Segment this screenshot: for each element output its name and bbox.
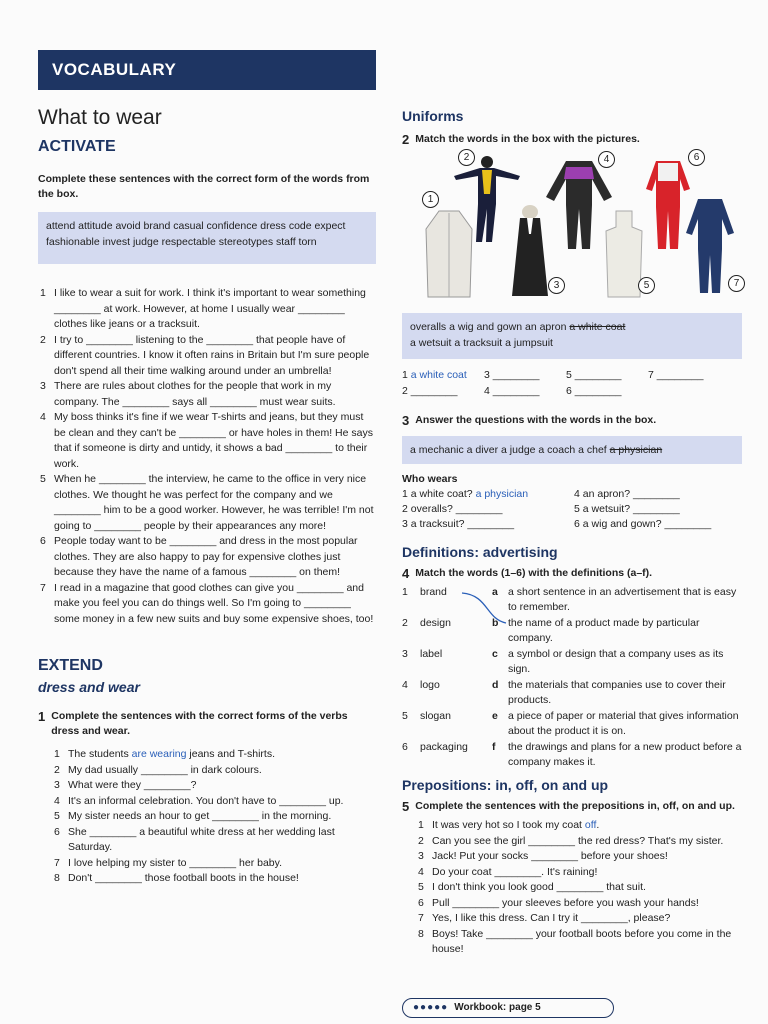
list-item: 3 Jack! Put your socks ________ before your shoes! (418, 850, 668, 862)
list-item: 2 overalls? ________ (402, 503, 503, 515)
list-item: 5 When he ________ the interview, he came to the office in very nice clothes. We thought he was perfect for the company and we ________ him to be a good worker. However, he was terrible! I'm not going to ________ people by their appearances any more! (40, 473, 374, 532)
match-row: 1 brand a a short sentence in an advertisement that is easy to remember. (402, 586, 737, 613)
picture-number: 5 (638, 277, 655, 294)
list-item: 5 a wetsuit? ________ (574, 503, 680, 515)
picture-number: 4 (598, 151, 615, 168)
ex2-instruction: 2 Match the words in the box with the pictures. (402, 132, 640, 147)
activate-instruction: Complete these sentences with the correct form of the words from the box. (38, 173, 370, 200)
section-banner: VOCABULARY (38, 50, 376, 90)
list-item: 1 a white coat? a physician (402, 488, 529, 500)
who-wears-label: Who wears (402, 473, 458, 485)
word-box: attend attitude avoid brand casual confidence dress code expect fashionable invest judge respectable stereotypes staff torn (38, 212, 376, 264)
right-column (402, 108, 742, 958)
list-item: 4 It's an informal celebration. You don't have to ________ up. (54, 794, 344, 807)
match-line-icon (460, 591, 510, 627)
match-row: 2 design b the name of a product made by particular company. (402, 617, 700, 644)
progress-dots-icon: ●●●●● (413, 1002, 449, 1013)
answer-row: 2 ________ 4 ________ 6 ________ (402, 385, 622, 397)
uniforms-heading: Uniforms (402, 108, 464, 124)
list-item: 5 I don't think you look good ________ that suit. (418, 881, 646, 893)
uniform-pictures (402, 149, 742, 309)
ex1-list (38, 747, 376, 887)
activate-list (38, 286, 376, 627)
list-item: 6 a wig and gown? ________ (574, 518, 712, 530)
extend-subheading: dress and wear (38, 679, 140, 695)
list-item: 6 She ________ a beautiful white dress at her wedding last Saturday. (54, 825, 335, 853)
picture-number: 2 (458, 149, 475, 166)
page-title: What to wear (38, 106, 162, 129)
list-item: 4 an apron? ________ (574, 488, 680, 500)
list-item: 8 Boys! Take ________ your football boots before you come in the house! (418, 927, 732, 955)
list-item: 4 Do your coat ________. It's raining! (418, 865, 598, 878)
list-item: 3 There are rules about clothes for the people that work in my company. The ________ says all ________ must wear suits. (40, 380, 336, 408)
prepositions-heading: Prepositions: in, off, on and up (402, 777, 609, 793)
ex5-list (402, 818, 742, 958)
word-box-uniforms: overalls a wig and gown an apron a white coat a wetsuit a tracksuit a jumpsuit (402, 313, 742, 359)
list-item: 7 I love helping my sister to ________ her baby. (54, 856, 283, 869)
ex1-instruction: 1 Complete the sentences with the correct forms of the verbs dress and wear. (38, 709, 348, 737)
picture-number: 6 (688, 149, 705, 166)
list-item: 2 I try to ________ listening to the ________ that people have of different countries. I know it often rains in Britain but I'm sure people don't spend all their time walking around under an umbrella! (40, 333, 370, 377)
ex2-answers (402, 367, 742, 399)
ex4-matching (402, 585, 742, 771)
activate-heading: ACTIVATE (38, 138, 116, 155)
definitions-heading: Definitions: advertising (402, 544, 558, 560)
list-item: 3 What were they ________? (54, 779, 197, 791)
left-column (38, 50, 376, 887)
list-item: 1 The students are wearing jeans and T-shirts. (54, 748, 276, 760)
word-box-jobs: a mechanic a diver a judge a coach a chef a physician (402, 436, 742, 464)
list-item: 2 Can you see the girl ________ the red dress? That's my sister. (418, 834, 724, 847)
answer-row: 1 a white coat 3 ________ 5 ________ 7 ________ (402, 369, 704, 381)
match-row: 4 logo d the materials that companies use to cover their products. (402, 679, 726, 706)
match-row: 6 packaging f the drawings and plans for a new product before a company makes it. (402, 741, 742, 768)
list-item: 5 My sister needs an hour to get ________ in the morning. (54, 810, 332, 822)
ex5-instruction: 5 Complete the sentences with the prepositions in, off, on and up. (402, 799, 735, 814)
extend-heading: EXTEND (38, 657, 103, 674)
match-row: 5 slogan e a piece of paper or material that gives information about the product it is on. (402, 710, 739, 737)
ex3-instruction: 3 Answer the questions with the words in the box. (402, 413, 657, 428)
list-item: 6 People today want to be ________ and dress in the most popular clothes. They are also happy to pay for expensive clothes just because they have the name of a famous ________ on them! (40, 535, 358, 578)
list-item: 7 I read in a magazine that good clothes can give you ________ and make you feel you can do things well. So I'm going to ________ some money in a few new suits and buy some expensive shoes, too! (40, 581, 374, 625)
list-item: 2 My dad usually ________ in dark colours. (54, 763, 262, 776)
picture-number: 1 (422, 191, 439, 208)
list-item: 1 I like to wear a suit for work. I think it's important to wear something ________ at work. However, at home I usually wear ________ clothes like jeans or a tracksuit. (40, 287, 366, 330)
list-item: 3 a tracksuit? ________ (402, 518, 515, 530)
list-item: 7 Yes, I like this dress. Can I try it ________, please? (418, 912, 671, 924)
list-item: 4 My boss thinks it's fine if we wear T-shirts and jeans, but they must be clean and they can't be ________ or have holes in them! He says that if someone is dirty and untidy, it shows a bad ________ to their work. (40, 411, 373, 470)
list-item: 8 Don't ________ those football boots in the house! (54, 872, 299, 884)
workbook-reference: ●●●●● Workbook: page 5 (402, 998, 614, 1018)
match-row: 3 label c a symbol or design that a company uses as its sign. (402, 648, 724, 675)
picture-number: 3 (548, 277, 565, 294)
list-item: 6 Pull ________ your sleeves before you wash your hands! (418, 896, 699, 909)
list-item: 1 It was very hot so I took my coat off. (418, 819, 600, 831)
picture-number: 7 (728, 275, 745, 292)
ex3-answers (402, 487, 742, 532)
ex4-instruction: 4 Match the words (1–6) with the definitions (a–f). (402, 566, 653, 581)
